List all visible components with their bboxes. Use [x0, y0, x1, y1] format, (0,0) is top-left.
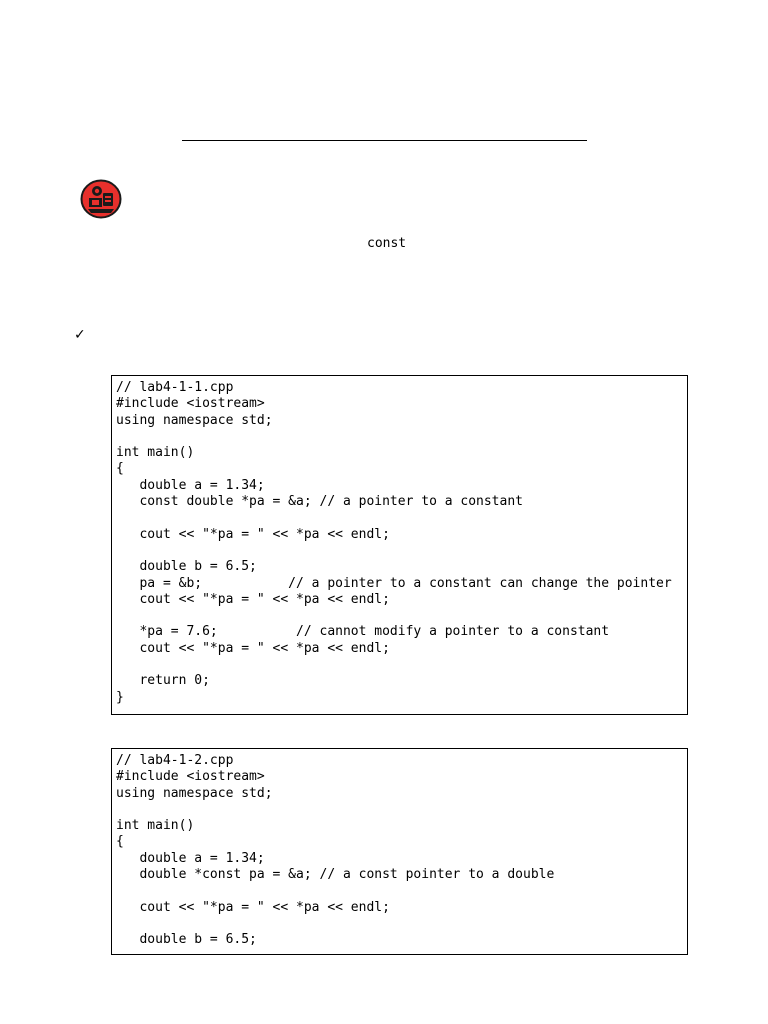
- red-circle-figure-icon: [80, 179, 122, 219]
- check-mark-icon: ✓: [74, 327, 86, 343]
- const-keyword: const: [367, 236, 407, 251]
- code-listing: // lab4-1-1.cpp #include <iostream> using namespace std; int main() { double a = 1.34; const double *pa = &a; // a pointer to a constant cout << "*pa = " << *pa << endl; double b = 6.5; pa = &b; // a pointer to a constant can change the pointer cout << "*pa = " << *pa << endl; *pa = 7.6; // cannot modify a pointer to a constant cout << "*pa = " << *pa << endl; return 0; }: [116, 380, 672, 705]
- title-underline: [182, 140, 587, 141]
- code-block-lab4-1-2: [111, 748, 688, 955]
- code-block-lab4-1-1: [111, 375, 688, 715]
- code-listing: // lab4-1-2.cpp #include <iostream> using namespace std; int main() { double a = 1.34; double *const pa = &a; // a const pointer to a double cout << "*pa = " << *pa << endl; double b = 6.5;: [116, 753, 555, 948]
